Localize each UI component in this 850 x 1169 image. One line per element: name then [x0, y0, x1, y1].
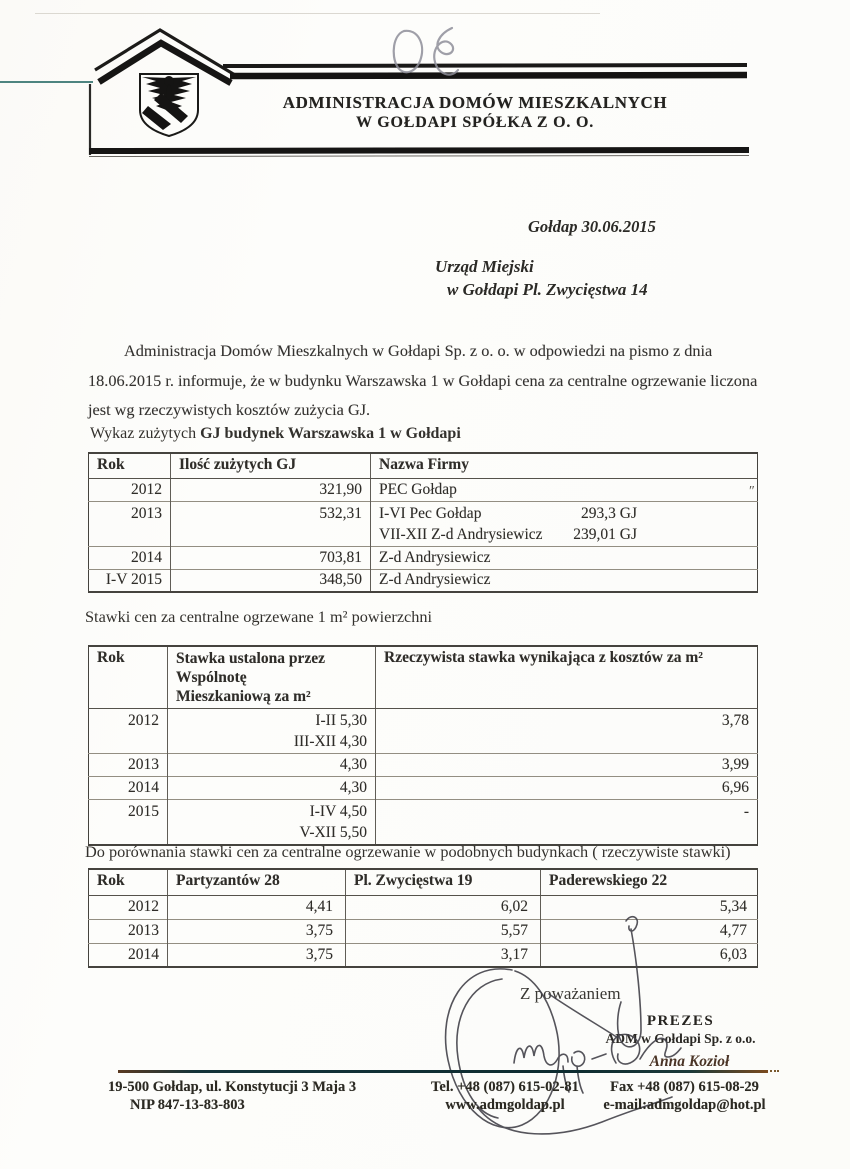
firm-line: VII-XII Z-d Andrysiewicz 239,01 GJ [379, 525, 637, 543]
signature-name: Anna Kozioł [649, 1053, 730, 1070]
table-header-row [89, 453, 758, 478]
box-bottom-bar [89, 150, 749, 151]
addressee-line2: w Gołdapi Pl. Zwycięstwa 14 [447, 280, 648, 299]
scan-artifact-top-line [35, 13, 600, 14]
company-name [275, 93, 675, 132]
column-header: Partyzantów 28 [168, 869, 346, 895]
addressee-line1: Urząd Miejski [435, 257, 534, 276]
body-paragraph: Administracja Domów Mieszkalnych w Gołdapi Sp. z o. o. w odpowiedzi na pismo z dnia 18.06.2015 r. informuje, że w budynku Warszawska 1 w Gołdapi cena za centralne ogrzewanie liczona jest wg rzeczywistych kosztów zużycia GJ. [88, 341, 758, 419]
table-header-row [89, 869, 758, 895]
company-name-line1: ADMINISTRACJA DOMÓW MIESZKALNYCH [282, 93, 668, 112]
footer-www: www.admgoldap.pl [445, 1096, 565, 1113]
column-header: Rok [89, 453, 171, 478]
footer-fax-block [592, 1079, 777, 1114]
footer-address-block [108, 1079, 408, 1114]
coat-of-arms-shield [140, 74, 198, 136]
column-header: Rok [89, 869, 168, 895]
column-header: Rzeczywista stawka wynikająca z kosztów za m² [376, 646, 758, 709]
table-row: 2013 4,30 3,99 [89, 754, 758, 777]
scan-artifact-teal-line [0, 81, 93, 83]
footer-nip: NIP 847-13-83-803 [130, 1096, 245, 1113]
table-header-row [89, 646, 758, 709]
rates-table [88, 645, 758, 846]
section1-title-normal: Wykaz zużytych [90, 425, 201, 442]
ditto-scan-mark: ″ [749, 484, 757, 499]
footer-contact-block [415, 1079, 595, 1114]
table-row: 2012 I-II 5,30 III-XII 4,30 3,78 [89, 709, 758, 754]
firm-line: I-VI Pec Gołdap 293,3 GJ [379, 504, 637, 522]
section3-title: Do porównania stawki cen za centralne ogrzewanie w podobnych budynkach ( rzeczywiste stawki) [85, 842, 731, 861]
table-row: 2014 703,81 Z-d Andrysiewicz [89, 546, 758, 569]
table-row: 2014 4,30 6,96 [89, 777, 758, 800]
table-row: I-V 2015 348,50 Z-d Andrysiewicz [89, 569, 758, 592]
signature-org: ADM w Gołdapi Sp. z o.o. [605, 1031, 756, 1046]
dateline: Gołdap 30.06.2015 [528, 217, 656, 236]
header-bar-bottom [230, 75, 747, 76]
box-bottom-thin-line [89, 156, 749, 157]
section2-title: Stawki cen za centralne ogrzewane 1 m² powierzchni [85, 607, 433, 626]
footer-tel: Tel. +48 (087) 615-02-81 [431, 1079, 579, 1095]
table-row: 2013 3,75 5,57 4,77 [89, 919, 758, 943]
footer-email: e-mail:admgoldap@hot.pl [603, 1096, 766, 1113]
company-name-line2: W GOŁDAPI SPÓŁKA Z O. O. [355, 114, 595, 131]
section1-title-bold: GJ budynek Warszawska 1 w Gołdapi [200, 425, 461, 442]
column-header: Stawka ustalona przez Wspólnotę Mieszkaniową za m² [168, 646, 376, 709]
column-header: Nazwa Firmy [371, 453, 758, 478]
table-row: 2015 I-IV 4,50 V-XII 5,50 - [89, 800, 758, 846]
closing-phrase: Z poważaniem [520, 984, 621, 1003]
gj-usage-table [88, 452, 758, 593]
signature-title: PREZES [646, 1013, 715, 1029]
section1-title [90, 425, 461, 443]
header-bar-top [223, 65, 747, 66]
footer-address: 19-500 Gołdap, ul. Konstytucji 3 Maja 3 [108, 1079, 357, 1095]
addressee-block [435, 255, 648, 301]
table-row: 2012 4,41 6,02 5,34 [89, 895, 758, 919]
footer-fax: Fax +48 (087) 615-08-29 [610, 1079, 759, 1095]
column-header: Pl. Zwycięstwa 19 [346, 869, 541, 895]
table-row: 2012 321,90 PEC Gołdap [89, 478, 758, 501]
footer-rule [118, 1070, 768, 1073]
comparison-table [88, 868, 758, 968]
table-row: 2014 3,75 3,17 6,03 [89, 943, 758, 967]
table-row: 2013 532,31 I-VI Pec Gołdap 293,3 GJ VII-XII Z-d Andrysiewicz 239,01 GJ [89, 501, 758, 546]
column-header: Paderewskiego 22 [541, 869, 758, 895]
column-header: Rok [89, 646, 168, 709]
column-header: Ilość zużytych GJ [171, 453, 371, 478]
signature-block [593, 1013, 768, 1071]
